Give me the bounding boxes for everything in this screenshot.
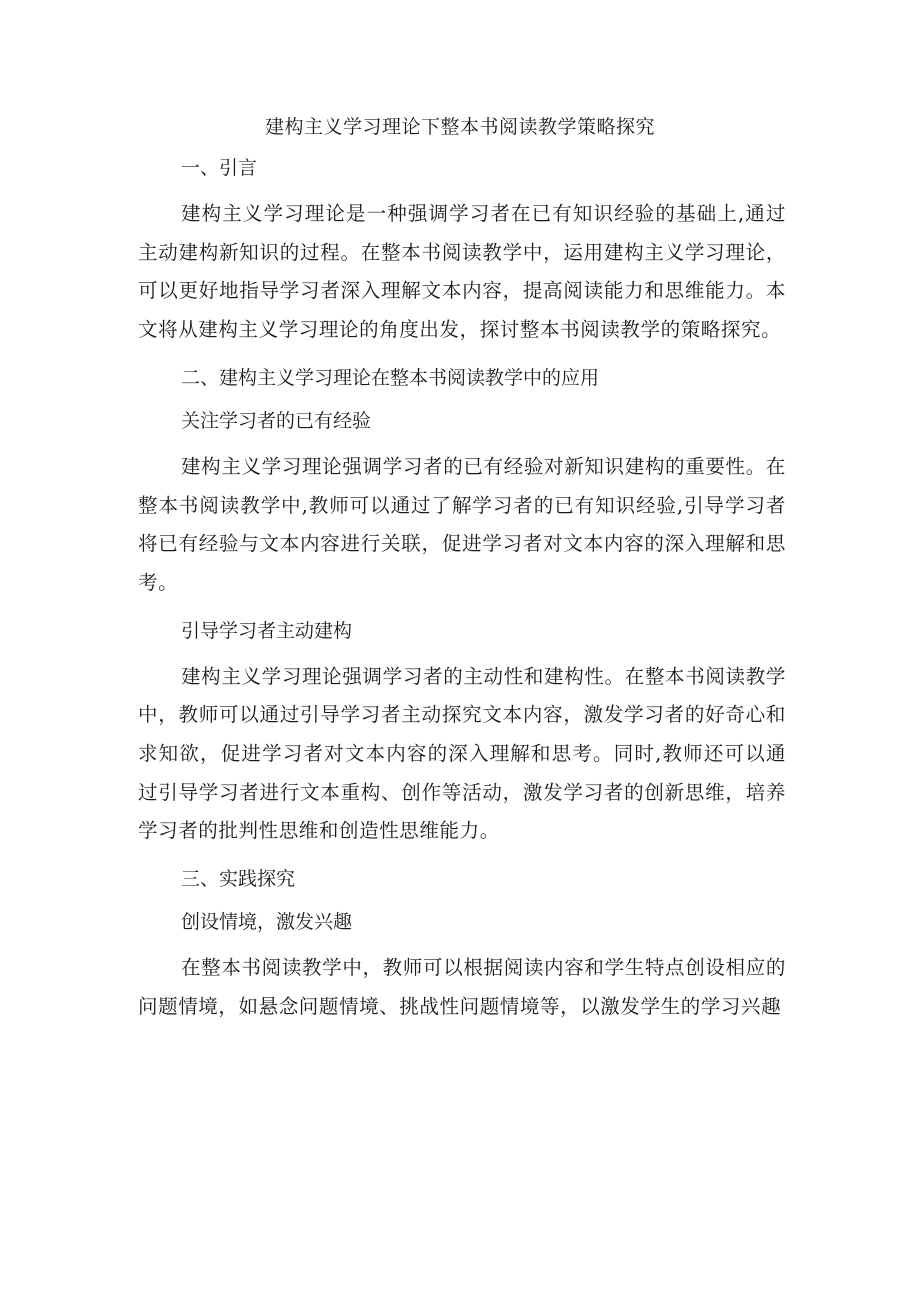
document-title: 建构主义学习理论下整本书阅读教学策略探究 xyxy=(264,116,655,138)
paragraph-create-situations: 在整本书阅读教学中，教师可以根据阅读内容和学生特点创设相应的问题情境，如悬念问题情境、挑战性问题情境等，以激发学生的学习兴趣 xyxy=(138,956,786,1018)
paragraph-active-construction: 建构主义学习理论强调学习者的主动性和建构性。在整本书阅读教学中，教师可以通过引导学习者主动探究文本内容，激发学习者的好奇心和求知欲，促进学习者对文本内容的深入理解和思考。同时,教师还可以通过引导学习者进行文本重构、创作等活动，激发学习者的创新思维，培养学习者的批判性思维和创造性思维能力。 xyxy=(138,664,786,843)
subheading-create-situations: 创设情境，激发兴趣 xyxy=(181,911,353,934)
paragraph-prior-experience: 建构主义学习理论强调学习者的已有经验对新知识建构的重要性。在整本书阅读教学中,教师可以通过了解学习者的已有知识经验,引导学习者将已有经验与文本内容进行关联，促进学习者对文本内容的深入理解和思考。 xyxy=(138,454,786,594)
section-heading-application: 二、建构主义学习理论在整本书阅读教学中的应用 xyxy=(181,366,600,389)
section-heading-practice: 三、实践探究 xyxy=(181,868,296,891)
paragraph-introduction: 建构主义学习理论是一种强调学习者在已有知识经验的基础上,通过主动建构新知识的过程。在整本书阅读教学中，运用建构主义学习理论，可以更好地指导学习者深入理解文本内容，提高阅读能力和思维能力。本文将从建构主义学习理论的角度出发，探讨整本书阅读教学的策略探究。 xyxy=(138,202,786,342)
subheading-active-construction: 引导学习者主动建构 xyxy=(181,619,353,642)
document-body xyxy=(138,152,786,1027)
subheading-prior-experience: 关注学习者的已有经验 xyxy=(181,409,372,432)
section-heading-introduction: 一、引言 xyxy=(181,157,258,179)
